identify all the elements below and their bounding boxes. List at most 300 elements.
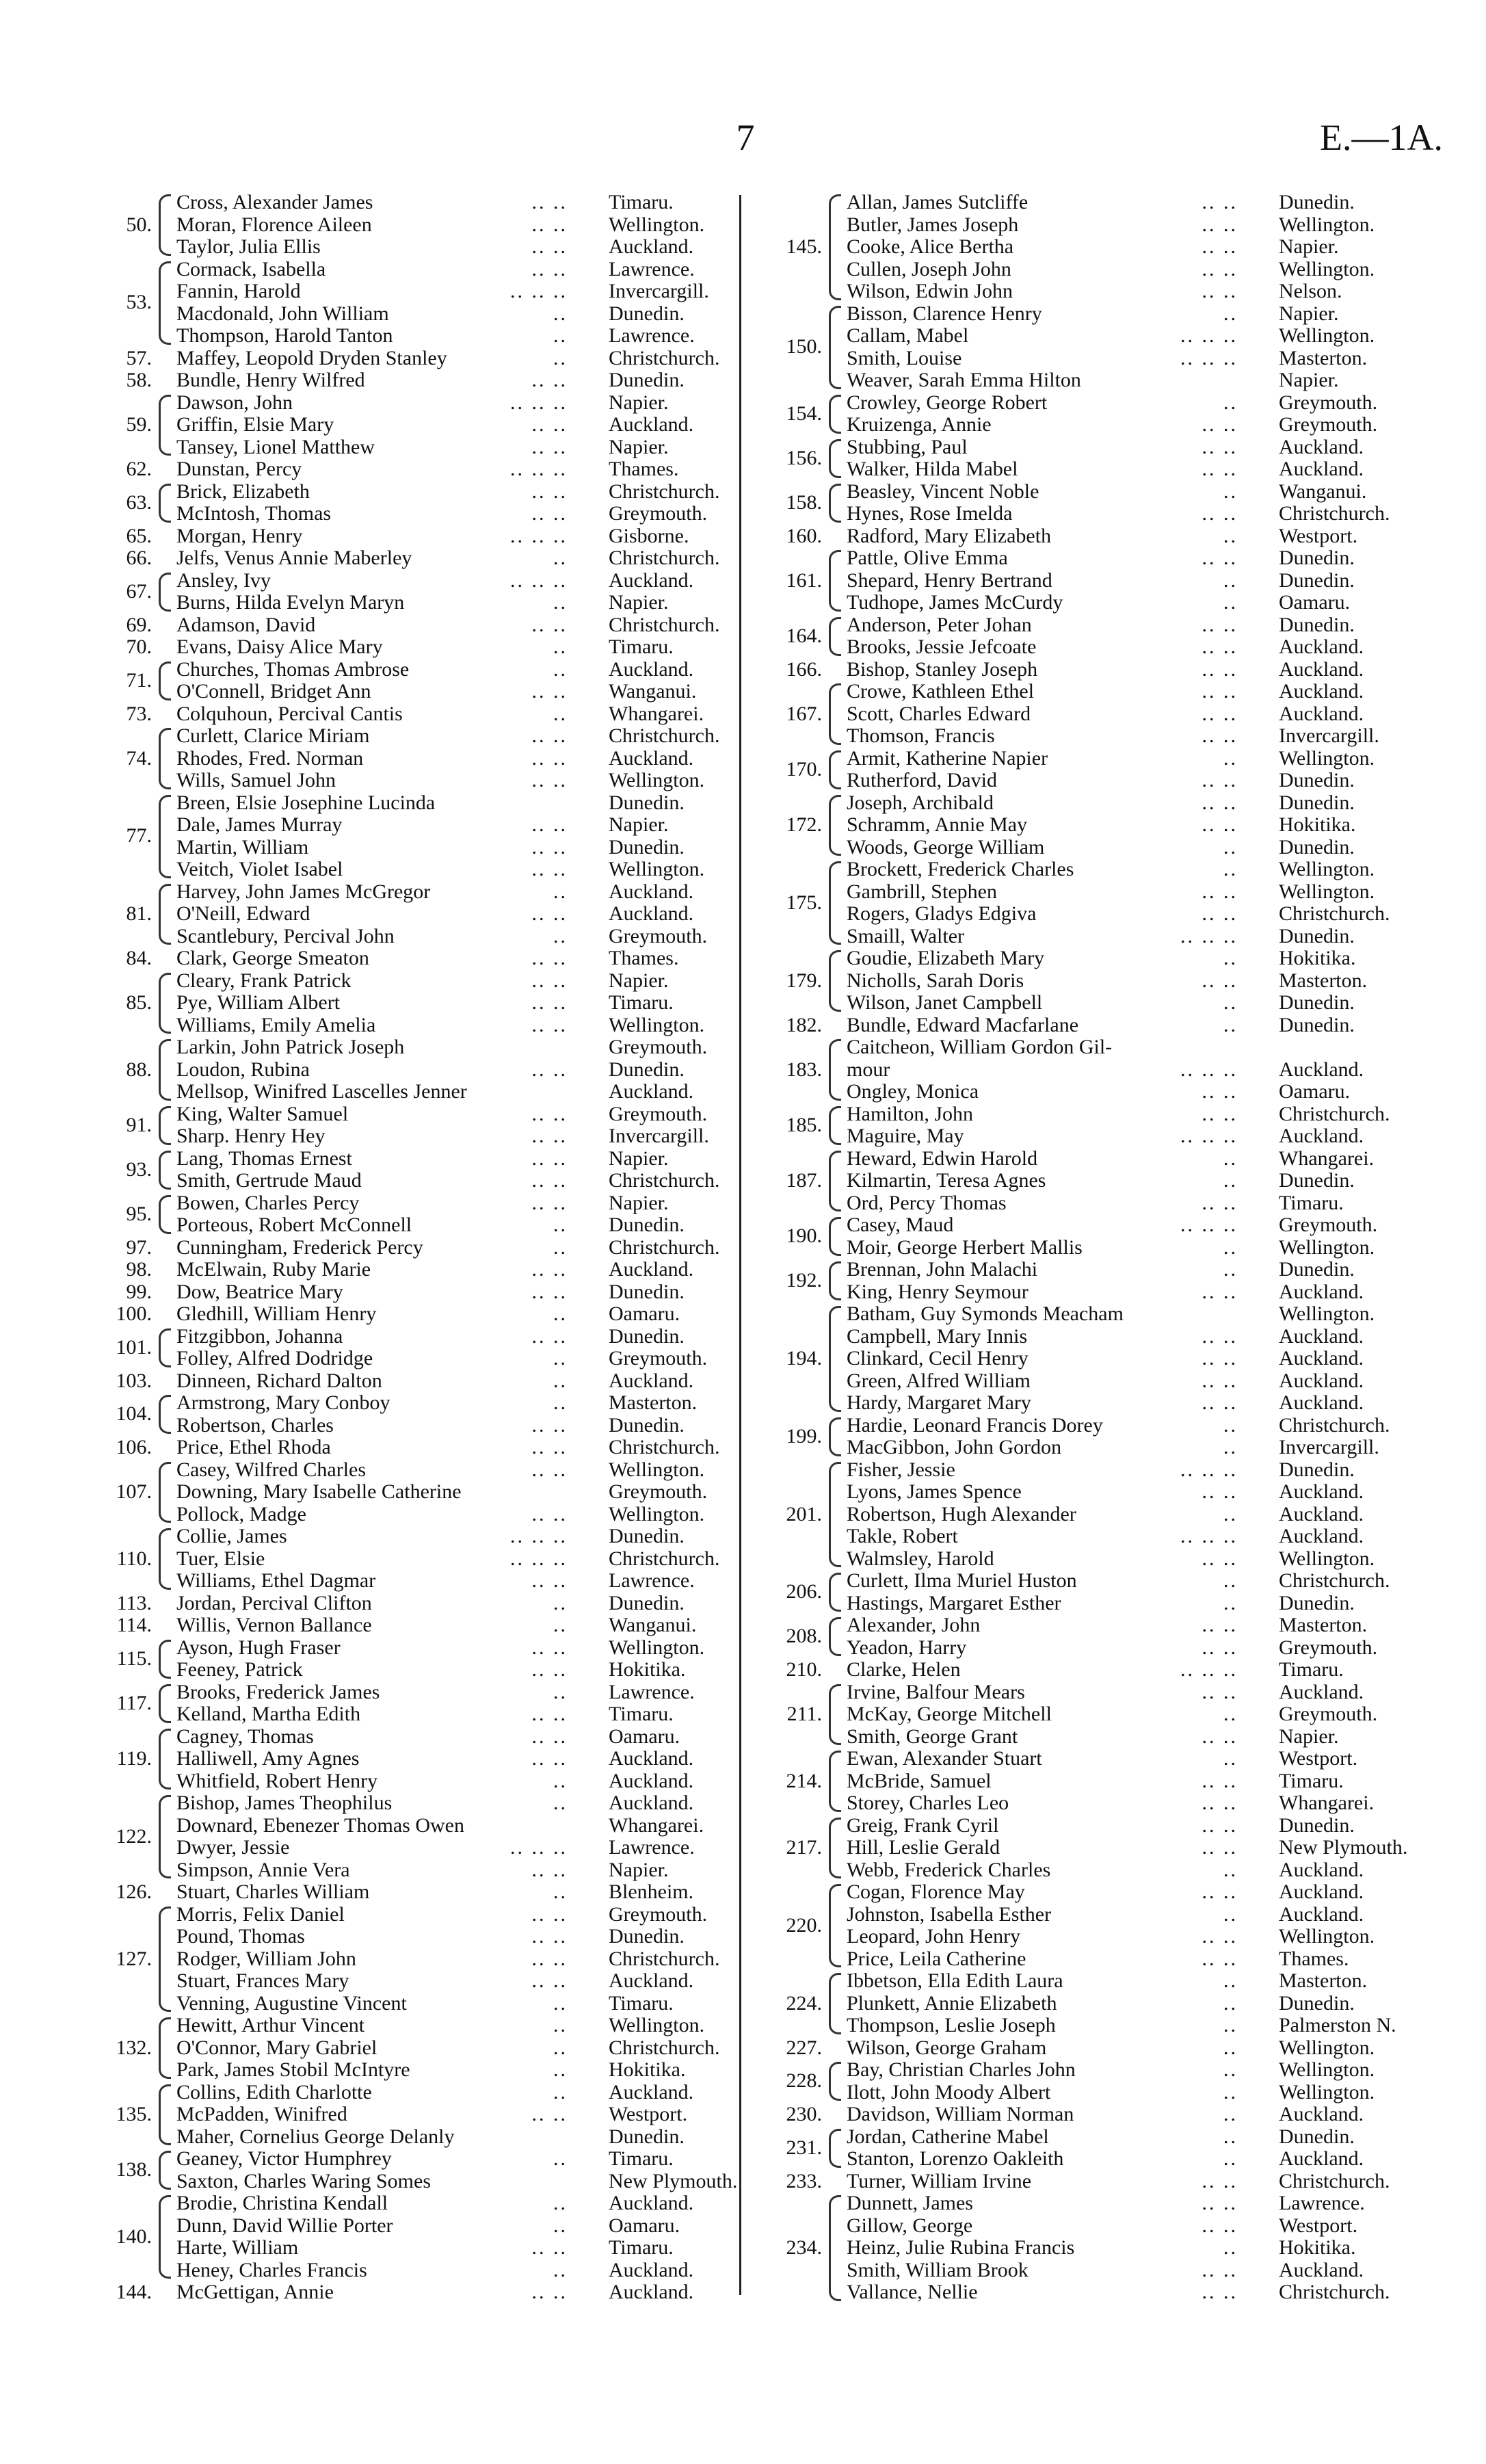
- place-name: Greymouth.: [609, 1902, 708, 1926]
- place-name: Auckland.: [1279, 2258, 1364, 2281]
- entry-row: [745, 1125, 1429, 1148]
- place-name: Masterton.: [1279, 969, 1368, 992]
- entry-row: [75, 1081, 759, 1103]
- place-name: Auckland.: [1279, 1058, 1364, 1081]
- entry-row: [75, 369, 759, 392]
- place-name: Wellington.: [1279, 880, 1375, 903]
- place-name: Wellington.: [1279, 1302, 1375, 1325]
- person-name: Smith, William Brook: [847, 2258, 1029, 2281]
- entry-group: [75, 659, 759, 703]
- entry-number: 57.: [126, 346, 152, 369]
- right-column: [745, 191, 1429, 2303]
- person-name: Tansey, Lionel Matthew: [176, 435, 375, 458]
- entry-group: [75, 1881, 759, 1904]
- entry-group: [75, 2015, 759, 2082]
- place-name: Wellington.: [1279, 858, 1375, 880]
- person-name: Schramm, Annie May: [847, 813, 1028, 836]
- entry-group: [745, 659, 1429, 681]
- place-name: Napier.: [609, 591, 669, 614]
- leader-dots: ..: [553, 1391, 568, 1414]
- place-name: Lawrence.: [609, 257, 695, 280]
- entry-number: 167.: [786, 702, 822, 725]
- entry-row: [75, 1748, 759, 1770]
- entry-number: 88.: [126, 1058, 152, 1081]
- person-name: Hamilton, John: [847, 1102, 973, 1125]
- person-name: Maher, Cornelius George Delanly: [176, 2125, 455, 2148]
- person-name: Pye, William Albert: [176, 991, 341, 1014]
- place-name: Christchurch.: [609, 2036, 720, 2059]
- entry-number: 117.: [116, 1691, 152, 1714]
- entry-group: [745, 2103, 1429, 2126]
- person-name: Pattle, Olive Emma: [847, 547, 1008, 569]
- person-name: Ord, Percy Thomas: [847, 1191, 1007, 1214]
- place-name: Dunedin.: [609, 369, 685, 391]
- place-name: Wanganui.: [1279, 480, 1367, 503]
- person-name: Johnston, Isabella Esther: [847, 1902, 1052, 1926]
- person-name: Harte, William: [176, 2236, 299, 2259]
- leader-dots: ..: [553, 2058, 568, 2081]
- leader-dots: .. ..: [1202, 547, 1238, 569]
- person-name: Cogan, Florence May: [847, 1880, 1025, 1903]
- entry-number: 145.: [786, 235, 822, 258]
- place-name: Hokitika.: [609, 2058, 686, 2081]
- place-name: Christchurch.: [1279, 902, 1390, 925]
- entry-number: 97.: [126, 1235, 152, 1259]
- person-name: Ayson, Hugh Fraser: [176, 1636, 341, 1659]
- leader-dots: .. ..: [531, 1169, 568, 1192]
- leader-dots: ..: [1223, 991, 1238, 1014]
- entry-row: [745, 1326, 1429, 1348]
- leader-dots: .. ..: [1202, 1614, 1238, 1636]
- entry-number: 59.: [126, 413, 152, 436]
- entry-number: 150.: [786, 335, 822, 358]
- place-name: Wellington.: [609, 1458, 705, 1481]
- leader-dots: ..: [1223, 1858, 1238, 1881]
- person-name: Crowe, Kathleen Ethel: [847, 680, 1035, 703]
- leader-dots: ..: [1223, 2147, 1238, 2170]
- entry-row: [75, 325, 759, 348]
- leader-dots: .. ..: [1202, 413, 1238, 436]
- place-name: Thames.: [609, 458, 679, 480]
- entry-row: [745, 1415, 1429, 1437]
- entry-row: [745, 1392, 1429, 1415]
- place-name: Christchurch.: [609, 480, 720, 503]
- leader-dots: ..: [1223, 835, 1238, 859]
- entry-number: 62.: [126, 458, 152, 480]
- entry-group: [75, 614, 759, 637]
- place-name: Dunedin.: [1279, 1013, 1355, 1036]
- entry-row: [745, 236, 1429, 259]
- person-name: Caitcheon, William Gordon Gil-: [847, 1036, 1113, 1058]
- entry-row: [745, 481, 1429, 503]
- place-name: Westport.: [1279, 1747, 1358, 1770]
- entry-row: [745, 1815, 1429, 1837]
- person-name: Thompson, Leslie Joseph: [847, 2014, 1056, 2036]
- entry-number: 228.: [786, 2069, 822, 2093]
- person-name: Stanton, Lorenzo Oakleith: [847, 2147, 1064, 2170]
- person-name: Evans, Daisy Alice Mary: [176, 635, 383, 658]
- entry-row: [745, 1103, 1429, 1126]
- place-name: Westport.: [609, 2103, 688, 2125]
- entry-row: [745, 1970, 1429, 1993]
- leader-dots: .. .. ..: [510, 524, 568, 547]
- entry-number: 95.: [126, 1202, 152, 1225]
- entry-row: [75, 792, 759, 815]
- person-name: Morris, Felix Daniel: [176, 1902, 345, 1926]
- entry-group: [75, 369, 759, 392]
- entry-row: [745, 458, 1429, 481]
- entry-number: 66.: [126, 547, 152, 569]
- person-name: Porteous, Robert McConnell: [176, 1214, 412, 1236]
- place-name: Auckland.: [1279, 1324, 1364, 1348]
- leader-dots: ..: [553, 324, 568, 347]
- entry-row: [745, 814, 1429, 837]
- place-name: Wanganui.: [609, 1614, 697, 1636]
- place-name: Christchurch.: [1279, 502, 1390, 525]
- entry-row: [75, 1281, 759, 1304]
- place-name: Dunedin.: [1279, 924, 1355, 947]
- person-name: Hill, Leslie Gerald: [847, 1836, 1000, 1859]
- person-name: Ilott, John Moody Albert: [847, 2080, 1051, 2103]
- person-name: MacGibbon, John Gordon: [847, 1436, 1062, 1458]
- place-name: Auckland.: [1279, 1525, 1364, 1547]
- entry-number: 227.: [786, 2036, 822, 2059]
- person-name: Price, Ethel Rhoda: [176, 1436, 331, 1458]
- entry-row: [745, 1504, 1429, 1526]
- leader-dots: .. ..: [531, 1102, 568, 1125]
- entry-number: 206.: [786, 1580, 822, 1603]
- place-name: Whangarei.: [1279, 1146, 1375, 1170]
- entry-number: 170.: [786, 757, 822, 781]
- person-name: Walker, Hilda Mabel: [847, 458, 1018, 480]
- place-name: Auckland.: [609, 2192, 694, 2214]
- place-name: Wellington.: [609, 1013, 705, 1036]
- person-name: Kruizenga, Annie: [847, 413, 992, 436]
- place-name: Whangarei.: [609, 1813, 704, 1837]
- entry-group: [75, 1303, 759, 1326]
- entry-row: [75, 1726, 759, 1748]
- entry-row: [745, 1748, 1429, 1770]
- entry-group: [75, 2281, 759, 2304]
- leader-dots: ..: [553, 1880, 568, 1903]
- person-name: Simpson, Annie Vera: [176, 1858, 350, 1881]
- leader-dots: .. .. ..: [1180, 1525, 1238, 1547]
- person-name: Moran, Florence Aileen: [176, 213, 372, 236]
- entry-number: 199.: [786, 1424, 822, 1447]
- person-name: Ibbetson, Ella Edith Laura: [847, 1969, 1063, 1992]
- entry-row: [75, 2126, 759, 2149]
- person-name: Clark, George Smeaton: [176, 947, 369, 969]
- entry-group: [745, 859, 1429, 947]
- entry-group: [745, 1214, 1429, 1259]
- leader-dots: ..: [1223, 2014, 1238, 2036]
- leader-dots: .. ..: [531, 835, 568, 859]
- person-name: Jordan, Percival Clifton: [176, 1591, 372, 1614]
- place-name: Invercargill.: [609, 1125, 709, 1147]
- place-name: Greymouth.: [1279, 391, 1378, 414]
- entry-row: [75, 636, 759, 659]
- leader-dots: ..: [553, 1680, 568, 1703]
- person-name: Plunkett, Annie Elizabeth: [847, 1991, 1057, 2015]
- entry-group: [745, 1681, 1429, 1748]
- entry-row: [75, 236, 759, 259]
- leader-dots: .. ..: [531, 235, 568, 258]
- place-name: Dunedin.: [1279, 1258, 1355, 1281]
- person-name: Brooks, Frederick James: [176, 1680, 380, 1703]
- person-name: Gillow, George: [847, 2214, 973, 2237]
- person-name: Fisher, Jessie: [847, 1458, 955, 1481]
- leader-dots: ..: [553, 880, 568, 903]
- place-name: Greymouth.: [609, 1347, 708, 1369]
- leader-dots: .. ..: [531, 2281, 568, 2303]
- leader-dots: .. ..: [531, 2103, 568, 2125]
- entry-number: 67.: [126, 579, 152, 603]
- entry-row: [75, 436, 759, 459]
- person-name: Bundle, Edward Macfarlane: [847, 1013, 1079, 1036]
- entry-group: [745, 303, 1429, 392]
- entry-group: [75, 458, 759, 481]
- entry-number: 107.: [116, 1480, 152, 1503]
- person-name: Clinkard, Cecil Henry: [847, 1347, 1029, 1369]
- leader-dots: .. ..: [531, 1191, 568, 1214]
- entry-group: [75, 1593, 759, 1615]
- entry-row: [75, 1703, 759, 1726]
- entry-row: [75, 947, 759, 970]
- person-name: Cullen, Joseph John: [847, 257, 1011, 280]
- person-name: Smith, George Grant: [847, 1725, 1018, 1748]
- entry-row: [745, 1348, 1429, 1370]
- entry-number: 100.: [116, 1302, 152, 1325]
- place-name: Napier.: [609, 391, 669, 414]
- entry-row: [745, 748, 1429, 770]
- entry-row: [745, 1726, 1429, 1748]
- person-name: Downing, Mary Isabelle Catherine: [176, 1480, 462, 1503]
- place-name: Dunedin.: [609, 1591, 685, 1614]
- entry-number: 166.: [786, 657, 822, 681]
- entry-row: [745, 2215, 1429, 2238]
- person-name: Scott, Charles Edward: [847, 702, 1031, 725]
- leader-dots: .. ..: [1202, 1947, 1238, 1970]
- leader-dots: ..: [1223, 1235, 1238, 1259]
- entry-row: [745, 970, 1429, 993]
- person-name: Dow, Beatrice Mary: [176, 1280, 343, 1303]
- place-name: Auckland.: [609, 880, 694, 903]
- entry-group: [75, 392, 759, 459]
- entry-row: [745, 503, 1429, 525]
- place-name: Greymouth.: [1279, 1636, 1378, 1659]
- place-name: Auckland.: [609, 2281, 694, 2303]
- entry-group: [745, 1614, 1429, 1659]
- leader-dots: ..: [1223, 2080, 1238, 2103]
- place-name: Dunedin.: [1279, 1169, 1355, 1192]
- place-name: Hokitika.: [1279, 947, 1356, 969]
- place-name: Auckland.: [1279, 2147, 1364, 2170]
- entry-number: 93.: [126, 1157, 152, 1181]
- person-name: Cunningham, Frederick Percy: [176, 1235, 423, 1259]
- place-name: Auckland.: [609, 235, 694, 258]
- entry-group: [75, 1637, 759, 1681]
- place-name: Auckland.: [1279, 1280, 1364, 1303]
- leader-dots: .. ..: [1202, 191, 1238, 213]
- place-name: Wellington.: [609, 2014, 705, 2036]
- leader-dots: .. ..: [1202, 1813, 1238, 1837]
- place-name: Wellington.: [609, 1502, 705, 1525]
- place-name: Wellington.: [609, 213, 705, 236]
- entry-row: [75, 659, 759, 681]
- entry-group: [75, 547, 759, 570]
- person-name: O'Neill, Edward: [176, 902, 310, 925]
- entry-row: [745, 1036, 1429, 1059]
- entry-group: [75, 1192, 759, 1237]
- entry-number: 156.: [786, 446, 822, 469]
- leader-dots: .. ..: [531, 858, 568, 880]
- person-name: Brennan, John Malachi: [847, 1258, 1038, 1281]
- person-name: Heney, Charles Francis: [176, 2258, 367, 2281]
- entry-group: [745, 792, 1429, 859]
- leader-dots: .. .. ..: [510, 1547, 568, 1570]
- entry-group: [75, 1904, 759, 2015]
- person-name: Hewitt, Arthur Vincent: [176, 2014, 365, 2036]
- leader-dots: ..: [1223, 746, 1238, 770]
- entry-group: [745, 547, 1429, 614]
- entry-row: [745, 1659, 1429, 1681]
- leader-dots: .. ..: [531, 1947, 568, 1970]
- entry-row: [75, 1993, 759, 2015]
- person-name: Cleary, Frank Patrick: [176, 969, 351, 992]
- person-name: Ansley, Ivy: [176, 568, 271, 592]
- person-name: Kelland, Martha Edith: [176, 1703, 361, 1725]
- entry-group: [745, 2037, 1429, 2060]
- leader-dots: .. ..: [1202, 813, 1238, 836]
- leader-dots: .. ..: [531, 1058, 568, 1081]
- place-name: Auckland.: [609, 2258, 694, 2281]
- entry-number: 74.: [126, 746, 152, 770]
- entry-group: [745, 947, 1429, 1014]
- place-name: Napier.: [609, 969, 669, 992]
- leader-dots: ..: [1223, 524, 1238, 547]
- entry-group: [745, 614, 1429, 659]
- place-name: Greymouth.: [609, 502, 708, 525]
- place-name: Christchurch.: [609, 1436, 720, 1458]
- entry-row: [745, 1703, 1429, 1726]
- place-name: Nelson.: [1279, 280, 1342, 302]
- entry-row: [745, 881, 1429, 904]
- entry-group: [75, 970, 759, 1037]
- leader-dots: ..: [553, 702, 568, 725]
- entry-row: [745, 992, 1429, 1014]
- entry-number: 58.: [126, 369, 152, 391]
- person-name: Cagney, Thomas: [176, 1725, 314, 1748]
- leader-dots: .. ..: [1202, 1369, 1238, 1392]
- place-name: Dunedin.: [1279, 2125, 1355, 2148]
- entry-group: [75, 792, 759, 881]
- leader-dots: .. ..: [1202, 1102, 1238, 1125]
- entry-number: 138.: [116, 2158, 152, 2181]
- entry-row: [75, 1481, 759, 1504]
- place-name: Lawrence.: [1279, 2192, 1365, 2214]
- place-name: Dunedin.: [609, 1413, 685, 1437]
- leader-dots: ..: [553, 2192, 568, 2214]
- entry-row: [75, 2237, 759, 2259]
- person-name: Stuart, Frances Mary: [176, 1969, 349, 1992]
- person-name: Rodger, William John: [176, 1947, 356, 1970]
- person-name: Rogers, Gladys Edgiva: [847, 902, 1037, 925]
- entry-number: 50.: [126, 213, 152, 236]
- person-name: Anderson, Peter Johan: [847, 613, 1032, 636]
- person-name: Bundle, Henry Wilfred: [176, 369, 365, 391]
- entry-number: 127.: [116, 1947, 152, 1970]
- leader-dots: ..: [553, 1591, 568, 1614]
- leader-dots: .. ..: [1202, 880, 1238, 903]
- place-name: Wellington.: [1279, 324, 1375, 347]
- entry-group: [745, 2192, 1429, 2304]
- person-name: O'Connell, Bridget Ann: [176, 680, 371, 703]
- entry-row: [75, 1392, 759, 1415]
- leader-dots: .. ..: [531, 1925, 568, 1948]
- person-name: Takle, Robert: [847, 1525, 958, 1547]
- entry-number: 210.: [786, 1658, 822, 1681]
- entry-number: 187.: [786, 1169, 822, 1192]
- place-name: Oamaru.: [609, 2214, 680, 2237]
- entry-row: [745, 1192, 1429, 1215]
- person-name: Smaill, Walter: [847, 924, 965, 947]
- person-name: Walmsley, Harold: [847, 1547, 994, 1570]
- leader-dots: .. ..: [531, 1436, 568, 1458]
- entry-group: [745, 1881, 1429, 1970]
- leader-dots: ..: [1223, 2236, 1238, 2259]
- entry-row: [75, 1170, 759, 1192]
- person-name: Curlett, Ilma Muriel Huston: [847, 1569, 1077, 1592]
- entry-number: 101.: [116, 1335, 152, 1359]
- leader-dots: .. ..: [531, 1146, 568, 1170]
- page-number: 7: [736, 117, 755, 158]
- person-name: Griffin, Elsie Mary: [176, 413, 334, 436]
- leader-dots: .. ..: [531, 1636, 568, 1659]
- place-name: Greymouth.: [609, 1480, 708, 1503]
- entry-number: 115.: [116, 1647, 152, 1670]
- person-name: Bishop, James Theophilus: [176, 1792, 393, 1814]
- entry-number: 144.: [116, 2281, 152, 2303]
- entry-number: 103.: [116, 1369, 152, 1392]
- entry-number: 85.: [126, 991, 152, 1014]
- person-name: Joseph, Archibald: [847, 791, 994, 814]
- entry-group: [75, 525, 759, 548]
- entry-group: [745, 1459, 1429, 1571]
- place-name: Wellington.: [609, 858, 705, 880]
- place-name: Oamaru.: [609, 1725, 680, 1748]
- person-name: Woods, George William: [847, 835, 1045, 859]
- entry-group: [75, 1036, 759, 1103]
- person-name: Davidson, William Norman: [847, 2103, 1074, 2125]
- person-name: Heward, Edwin Harold: [847, 1146, 1038, 1170]
- leader-dots: .. .. ..: [1180, 924, 1238, 947]
- person-name: Churches, Thomas Ambrose: [176, 657, 410, 681]
- place-name: Wellington.: [609, 769, 705, 791]
- place-name: Christchurch.: [1279, 2169, 1390, 2192]
- place-name: Auckland.: [609, 1747, 694, 1770]
- leader-dots: .. ..: [531, 1703, 568, 1725]
- place-name: Auckland.: [609, 902, 694, 925]
- place-name: Timaru.: [1279, 1191, 1344, 1214]
- entry-number: 185.: [786, 1113, 822, 1136]
- leader-dots: ..: [1223, 391, 1238, 414]
- entry-number: 98.: [126, 1258, 152, 1281]
- place-name: Timaru.: [609, 2147, 674, 2170]
- person-name: Hynes, Rose Imelda: [847, 502, 1013, 525]
- entry-row: [75, 2082, 759, 2104]
- person-name: Armstrong, Mary Conboy: [176, 1391, 390, 1414]
- entry-row: [75, 481, 759, 503]
